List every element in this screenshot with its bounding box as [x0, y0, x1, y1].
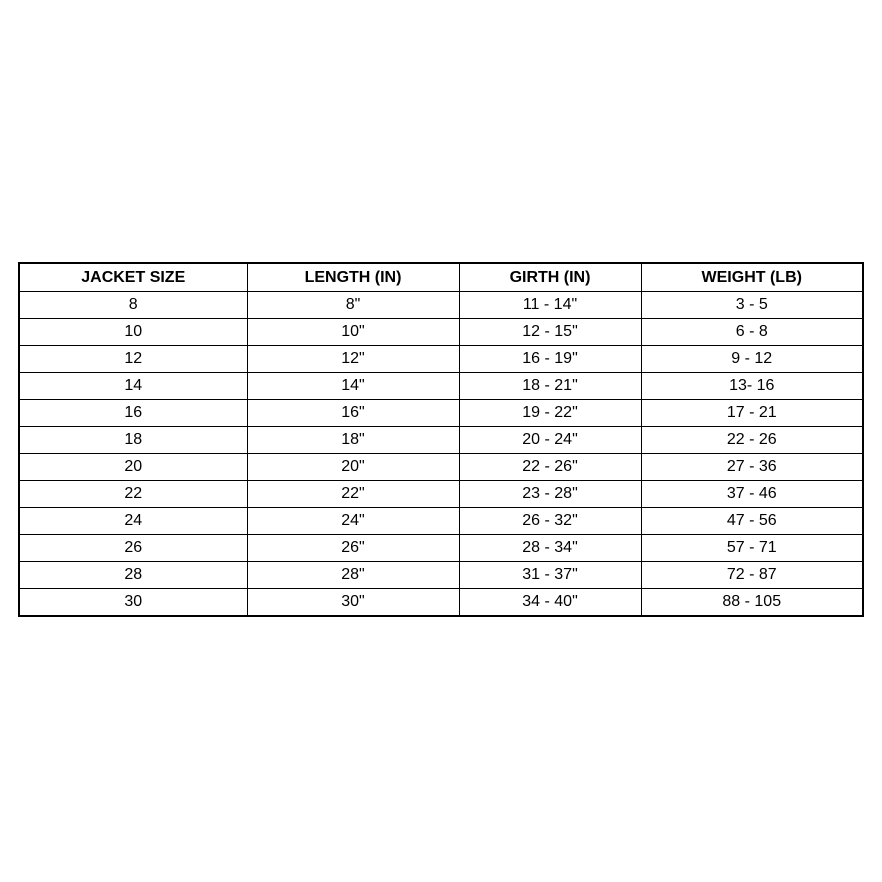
cell-girth: 31 - 37": [459, 562, 641, 589]
cell-weight: 88 - 105: [641, 589, 863, 617]
cell-length: 16": [247, 400, 459, 427]
table-row: [19, 481, 863, 508]
cell-jacket-size: 20: [19, 454, 247, 481]
cell-jacket-size: 12: [19, 346, 247, 373]
cell-jacket-size: 26: [19, 535, 247, 562]
jacket-size-chart: [18, 262, 864, 617]
table-row: [19, 562, 863, 589]
cell-weight: 3 - 5: [641, 292, 863, 319]
cell-length: 22": [247, 481, 459, 508]
cell-girth: 19 - 22": [459, 400, 641, 427]
cell-length: 28": [247, 562, 459, 589]
cell-jacket-size: 24: [19, 508, 247, 535]
header-weight: WEIGHT (LB): [641, 263, 863, 292]
table-row: [19, 454, 863, 481]
cell-length: 10": [247, 319, 459, 346]
cell-weight: 27 - 36: [641, 454, 863, 481]
header-row: [19, 263, 863, 292]
cell-girth: 23 - 28": [459, 481, 641, 508]
header-length: LENGTH (IN): [247, 263, 459, 292]
header-jacket-size: JACKET SIZE: [19, 263, 247, 292]
cell-girth: 12 - 15": [459, 319, 641, 346]
cell-length: 24": [247, 508, 459, 535]
cell-jacket-size: 8: [19, 292, 247, 319]
table-row: [19, 589, 863, 617]
cell-weight: 57 - 71: [641, 535, 863, 562]
cell-weight: 22 - 26: [641, 427, 863, 454]
table-row: [19, 346, 863, 373]
cell-length: 18": [247, 427, 459, 454]
cell-length: 8": [247, 292, 459, 319]
cell-jacket-size: 22: [19, 481, 247, 508]
cell-girth: 28 - 34": [459, 535, 641, 562]
table-row: [19, 400, 863, 427]
cell-jacket-size: 30: [19, 589, 247, 617]
cell-girth: 18 - 21": [459, 373, 641, 400]
table-row: [19, 319, 863, 346]
cell-length: 12": [247, 346, 459, 373]
cell-girth: 20 - 24": [459, 427, 641, 454]
cell-length: 26": [247, 535, 459, 562]
cell-jacket-size: 14: [19, 373, 247, 400]
cell-girth: 11 - 14": [459, 292, 641, 319]
table-row: [19, 427, 863, 454]
cell-weight: 9 - 12: [641, 346, 863, 373]
cell-length: 20": [247, 454, 459, 481]
header-girth: GIRTH (IN): [459, 263, 641, 292]
cell-jacket-size: 16: [19, 400, 247, 427]
cell-weight: 13- 16: [641, 373, 863, 400]
cell-weight: 6 - 8: [641, 319, 863, 346]
cell-length: 30": [247, 589, 459, 617]
cell-girth: 34 - 40": [459, 589, 641, 617]
table-row: [19, 535, 863, 562]
cell-girth: 22 - 26": [459, 454, 641, 481]
table-row: [19, 508, 863, 535]
cell-length: 14": [247, 373, 459, 400]
cell-girth: 16 - 19": [459, 346, 641, 373]
cell-weight: 37 - 46: [641, 481, 863, 508]
cell-weight: 17 - 21: [641, 400, 863, 427]
cell-jacket-size: 10: [19, 319, 247, 346]
table-row: [19, 373, 863, 400]
cell-jacket-size: 28: [19, 562, 247, 589]
cell-weight: 47 - 56: [641, 508, 863, 535]
table-row: [19, 292, 863, 319]
cell-jacket-size: 18: [19, 427, 247, 454]
table-body: [19, 292, 863, 617]
cell-weight: 72 - 87: [641, 562, 863, 589]
cell-girth: 26 - 32": [459, 508, 641, 535]
